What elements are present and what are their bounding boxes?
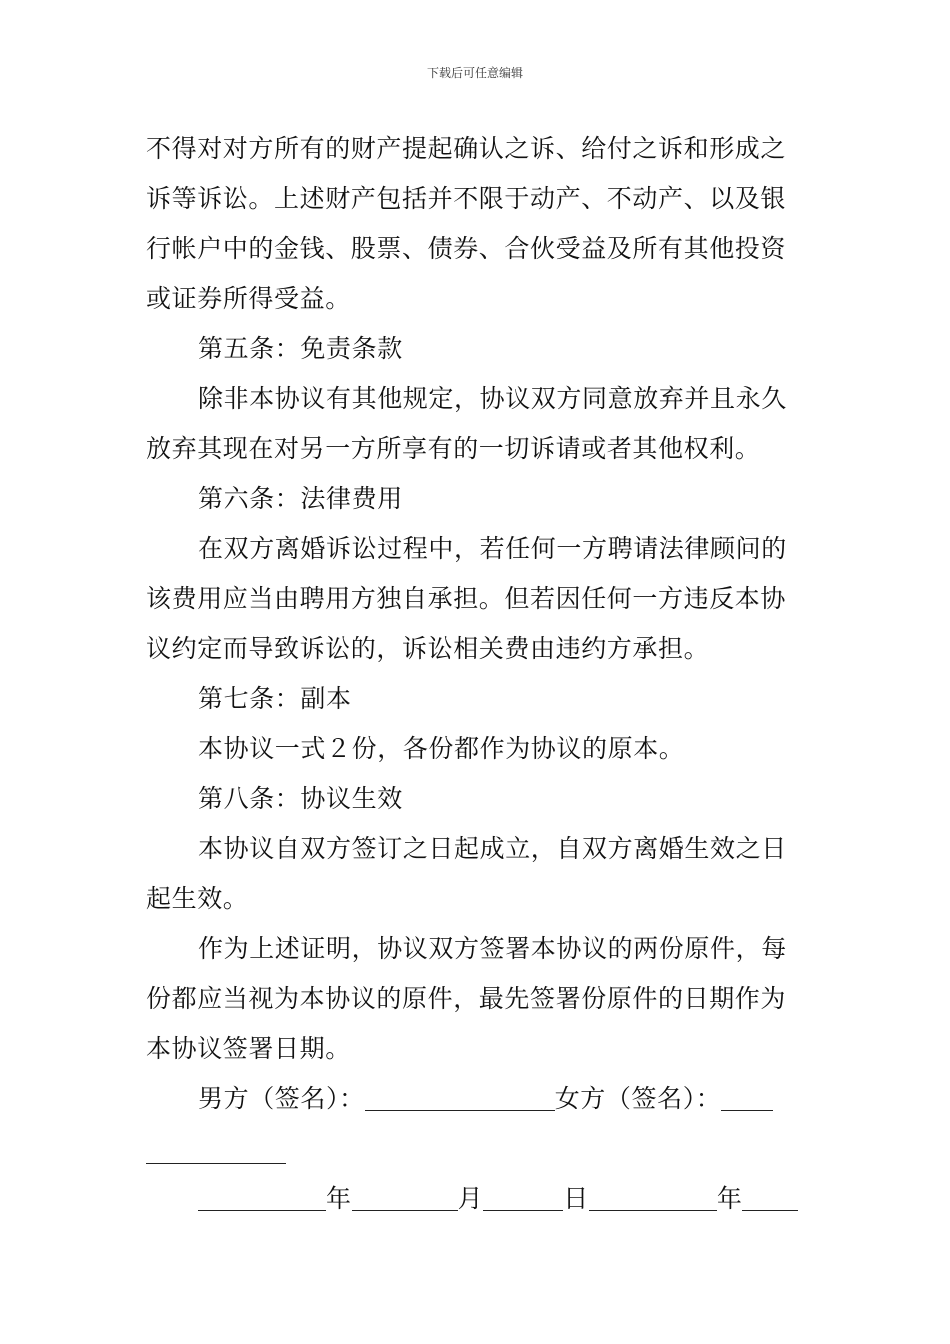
day-label: 日 xyxy=(563,1184,589,1213)
signature-row xyxy=(146,1074,810,1124)
paragraph-line: 本协议签署日期。 xyxy=(146,1034,351,1063)
male-signature-field[interactable] xyxy=(365,1084,555,1111)
paragraph-line: 该费用应当由聘用方独自承担。但若因任何一方违反本协 xyxy=(146,584,787,613)
article-7-title: 第七条：副本 xyxy=(198,684,352,713)
article-5-title: 第五条：免责条款 xyxy=(198,334,403,363)
paragraph-line: 或证券所得受益。 xyxy=(146,284,351,313)
year-field[interactable] xyxy=(198,1184,326,1211)
year-label-2: 年 xyxy=(716,1184,743,1213)
month-label: 月 xyxy=(457,1184,484,1213)
date-row xyxy=(146,1174,810,1224)
paragraph-line: 不得对对方所有的财产提起确认之诉、给付之诉和形成之 xyxy=(146,134,787,163)
article-8-title: 第八条：协议生效 xyxy=(198,784,403,813)
document-body xyxy=(146,124,810,1224)
paragraph-line: 除非本协议有其他规定，协议双方同意放弃并且永久 xyxy=(198,384,787,413)
paragraph-line: 起生效。 xyxy=(146,884,249,913)
article-6-title: 第六条：法律费用 xyxy=(198,484,403,513)
paragraph-line: 诉等诉讼。上述财产包括并不限于动产、不动产、以及银 xyxy=(146,184,787,213)
paragraph-line: 本协议自双方签订之日起成立，自双方离婚生效之日 xyxy=(198,834,787,863)
paragraph-line: 作为上述证明，协议双方签署本协议的两份原件，每 xyxy=(198,934,787,963)
signature-underline[interactable] xyxy=(146,1137,286,1164)
female-signature-label: 女方（签名）： xyxy=(554,1084,722,1113)
female-signature-field[interactable] xyxy=(721,1084,773,1111)
paragraph-line: 份都应当视为本协议的原件，最先签署份原件的日期作为 xyxy=(146,984,787,1013)
paragraph-line: 议约定而导致诉讼的，诉讼相关费由违约方承担。 xyxy=(146,634,710,663)
month-field[interactable] xyxy=(352,1184,458,1211)
day-field[interactable] xyxy=(483,1184,563,1211)
male-signature-label: 男方（签名）： xyxy=(198,1084,365,1113)
female-signature-field-continued xyxy=(146,1124,810,1174)
trailing-field[interactable] xyxy=(742,1184,798,1211)
paragraph-line: 在双方离婚诉讼过程中，若任何一方聘请法律顾问的 xyxy=(198,534,787,563)
year-field-2[interactable] xyxy=(589,1184,717,1211)
page-header: 下载后可任意编辑 xyxy=(426,66,523,80)
paragraph-line: 放弃其现在对另一方所享有的一切诉请或者其他权利。 xyxy=(146,434,761,463)
paragraph-line: 本协议一式２份，各份都作为协议的原本。 xyxy=(198,734,685,763)
year-label: 年 xyxy=(326,1184,352,1213)
paragraph-line: 行帐户中的金钱、股票、债券、合伙受益及所有其他投资 xyxy=(146,234,787,263)
